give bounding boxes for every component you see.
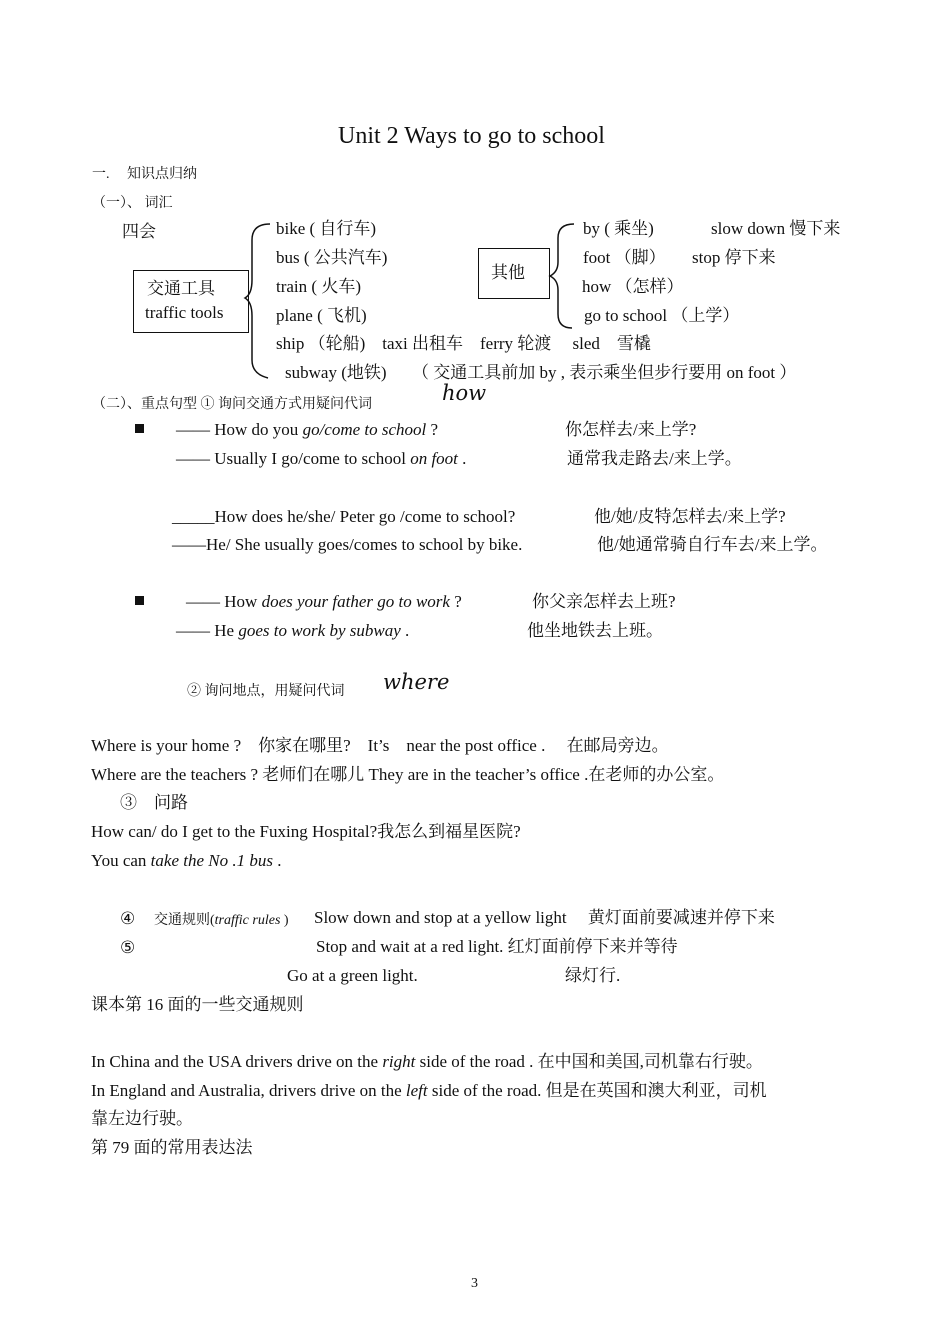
vocab-go-to-school: go to school （上学） — [584, 306, 740, 325]
vocab-plane: plane ( 飞机) — [276, 306, 367, 325]
traffic-tools-box — [133, 270, 249, 333]
page-number: 3 — [471, 1276, 478, 1291]
rule6-text: Go at a green light. — [287, 966, 418, 985]
page-title: Unit 2 Ways to go to school — [338, 123, 605, 149]
rule4-number: ④ — [120, 909, 136, 928]
where-line-2: Where are the teachers ? 老师们在哪儿 They are in the teacher’s office .在老师的办公室。 — [91, 765, 725, 784]
q3-cn: 你父亲怎样去上班? — [532, 592, 676, 611]
vocab-bus: bus ( 公共汽车) — [276, 248, 388, 267]
subsection-vocab: （一）、 词汇 — [92, 196, 173, 211]
box-label-en: traffic tools — [145, 303, 224, 322]
a1-en: —— Usually I go/come to school on foot . — [176, 449, 467, 468]
rule4-label: 交通规则(traffic rules ) — [154, 913, 289, 928]
a3-en: —— He goes to work by subway . — [176, 621, 410, 640]
a3-cn: 他坐地铁去上班。 — [527, 621, 663, 640]
left-brace-icon — [244, 222, 274, 382]
where-line-1: Where is your home ? 你家在哪里? It’s near the post office . 在邮局旁边。 — [91, 736, 669, 755]
page79-note: 第 79 面的常用表达法 — [91, 1138, 253, 1157]
q1-cn: 你怎样去/来上学? — [565, 420, 697, 439]
ask-way-answer: You can take the No .1 bus . — [91, 851, 282, 870]
section-heading: 一. 知识点归纳 — [92, 167, 197, 182]
q3-en: —— How does your father go to work ? — [186, 592, 462, 611]
q1-en: —— How do you go/come to school ? — [176, 420, 439, 439]
rule4-text: Slow down and stop at a yellow light 黄灯面前要减速并停下来 — [314, 908, 775, 927]
other-box-label: 其他 — [491, 263, 525, 282]
vocab-bike: bike ( 自行车) — [276, 219, 377, 238]
rule5-number: ⑤ — [120, 938, 136, 957]
vocab-subway: subway (地铁) （ 交通工具前加 by , 表示乘坐但步行要用 on foot ） — [285, 363, 797, 382]
page16-note: 课本第 16 面的一些交通规则 — [91, 995, 304, 1014]
vocab-by: by ( 乘坐) — [583, 219, 654, 238]
q2-en: _____How does he/she/ Peter go /come to school? — [172, 507, 516, 526]
a2-en: ——He/ She usually goes/comes to school by bike. — [172, 535, 523, 554]
ask-way-label: ③ 问路 — [120, 793, 188, 812]
england-rule-cont: 靠左边行驶。 — [91, 1109, 193, 1128]
vocab-ship: ship （轮船) taxi 出租车 ferry 轮渡 sled 雪橇 — [276, 334, 651, 353]
bullet-icon — [135, 596, 144, 605]
where-label: ② 询问地点，用疑问代词 — [187, 684, 345, 699]
bullet-icon — [135, 424, 144, 433]
vocab-slow-down: slow down 慢下来 — [711, 219, 841, 238]
a2-cn: 他/她通常骑自行车去/来上学。 — [597, 535, 828, 554]
box-label-cn: 交通工具 — [147, 279, 215, 298]
handwritten-where: where — [383, 670, 450, 694]
vocab-foot: foot （脚） — [583, 248, 666, 267]
handwritten-how: how — [442, 381, 487, 405]
rule5-text: Stop and wait at a red light. 红灯面前停下来并等待 — [316, 937, 678, 956]
a1-cn: 通常我走路去/来上学。 — [567, 449, 742, 468]
rule6-cn: 绿灯行. — [565, 966, 621, 985]
ask-way-question: How can/ do I get to the Fuxing Hospital?我怎么到福星医院? — [91, 822, 521, 841]
england-rule: In England and Australia, drivers drive on the left side of the road. 但是在英国和澳大利亚，司机 — [91, 1081, 767, 1100]
subsection-sentences: （二）、重点句型 ① 询问交通方式用疑问代词 — [92, 397, 372, 412]
vocab-stop: stop 停下来 — [692, 248, 776, 267]
vocab-train: train ( 火车) — [276, 277, 361, 296]
other-box — [478, 248, 550, 299]
china-rule: In China and the USA drivers drive on the right side of the road . 在中国和美国,司机靠右行驶。 — [91, 1052, 763, 1071]
vocab-how: how （怎样） — [582, 277, 684, 296]
sihui-label: 四会 — [122, 222, 156, 241]
right-brace-icon — [548, 222, 578, 330]
q2-cn: 他/她/皮特怎样去/来上学? — [594, 507, 786, 526]
